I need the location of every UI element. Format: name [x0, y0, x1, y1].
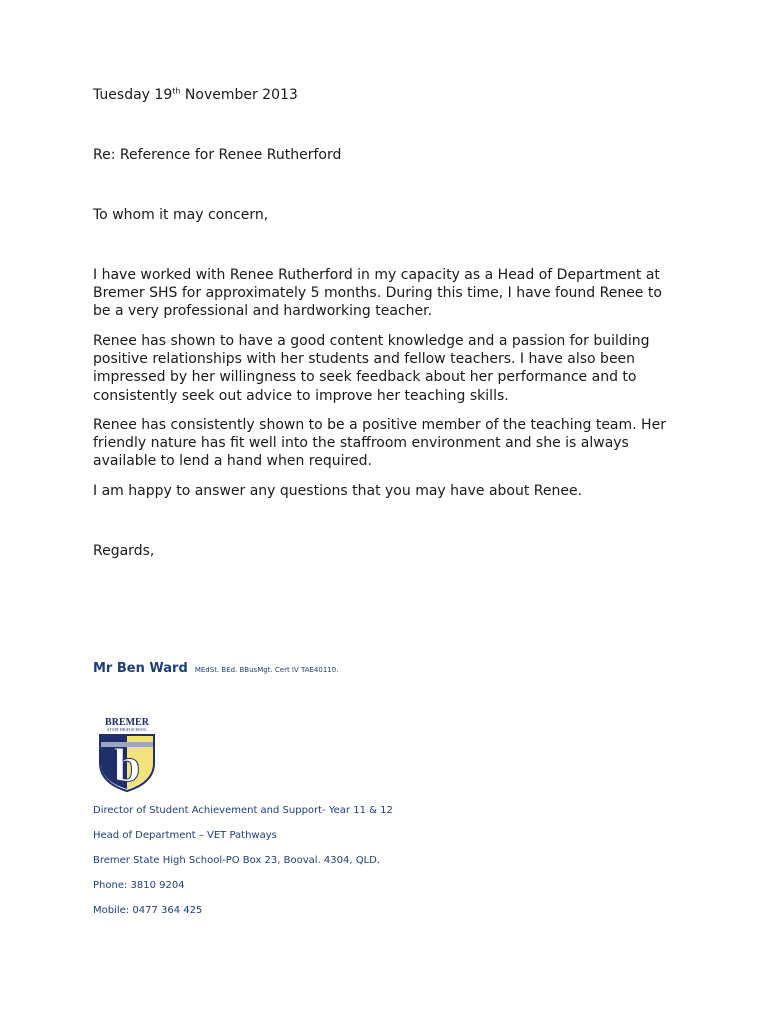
signer-address: Bremer State High School-PO Box 23, Booval. 4304, QLD. — [93, 855, 381, 866]
logo-subtext: STATE HIGH SCHOOL — [107, 727, 147, 732]
letter-closing: Regards, — [93, 543, 155, 559]
date-ordinal: th — [172, 86, 181, 96]
body-paragraph-3: Renee has consistently shown to be a positive member of the teaching team. Her friendly nature has fit well into the staffroom environment and she is always available to lend a hand when required. — [93, 417, 666, 470]
letter-greeting: To whom it may concern, — [93, 207, 269, 223]
signer-name: Mr Ben Ward — [93, 661, 188, 676]
body-paragraph-4: I am happy to answer any questions that you may have about Renee. — [93, 483, 583, 499]
signer-block — [93, 657, 338, 676]
body-paragraph-2: Renee has shown to have a good content knowledge and a passion for building positive relationships with her students and fellow teachers. I have also been impressed by her willingness to seek feedback about her performance and to consistently seek out advice to improve her teaching skills. — [93, 333, 650, 404]
letter-date: Tuesday 19th November 2013 — [93, 86, 298, 103]
signer-title-2: Head of Department – VET Pathways — [93, 830, 277, 841]
bremer-school-crest-icon — [96, 716, 158, 792]
signer-phone: Phone: 3810 9204 — [93, 880, 185, 891]
letter-subject: Re: Reference for Renee Rutherford — [93, 147, 342, 163]
signer-qualifications: MEdSt. BEd. BBusMgt. Cert IV TAE40110. — [194, 666, 339, 674]
logo-letter: b — [113, 739, 141, 792]
body-paragraph-1: I have worked with Renee Rutherford in my capacity as a Head of Department at Bremer SHS for approximately 5 months. During this time, I have found Renee to be a very professional and hardworking teacher. — [93, 267, 662, 320]
logo-wordmark: BREMER — [105, 717, 149, 728]
signer-mobile: Mobile: 0477 364 425 — [93, 905, 203, 916]
signer-title-1: Director of Student Achievement and Support- Year 11 & 12 — [93, 805, 393, 816]
